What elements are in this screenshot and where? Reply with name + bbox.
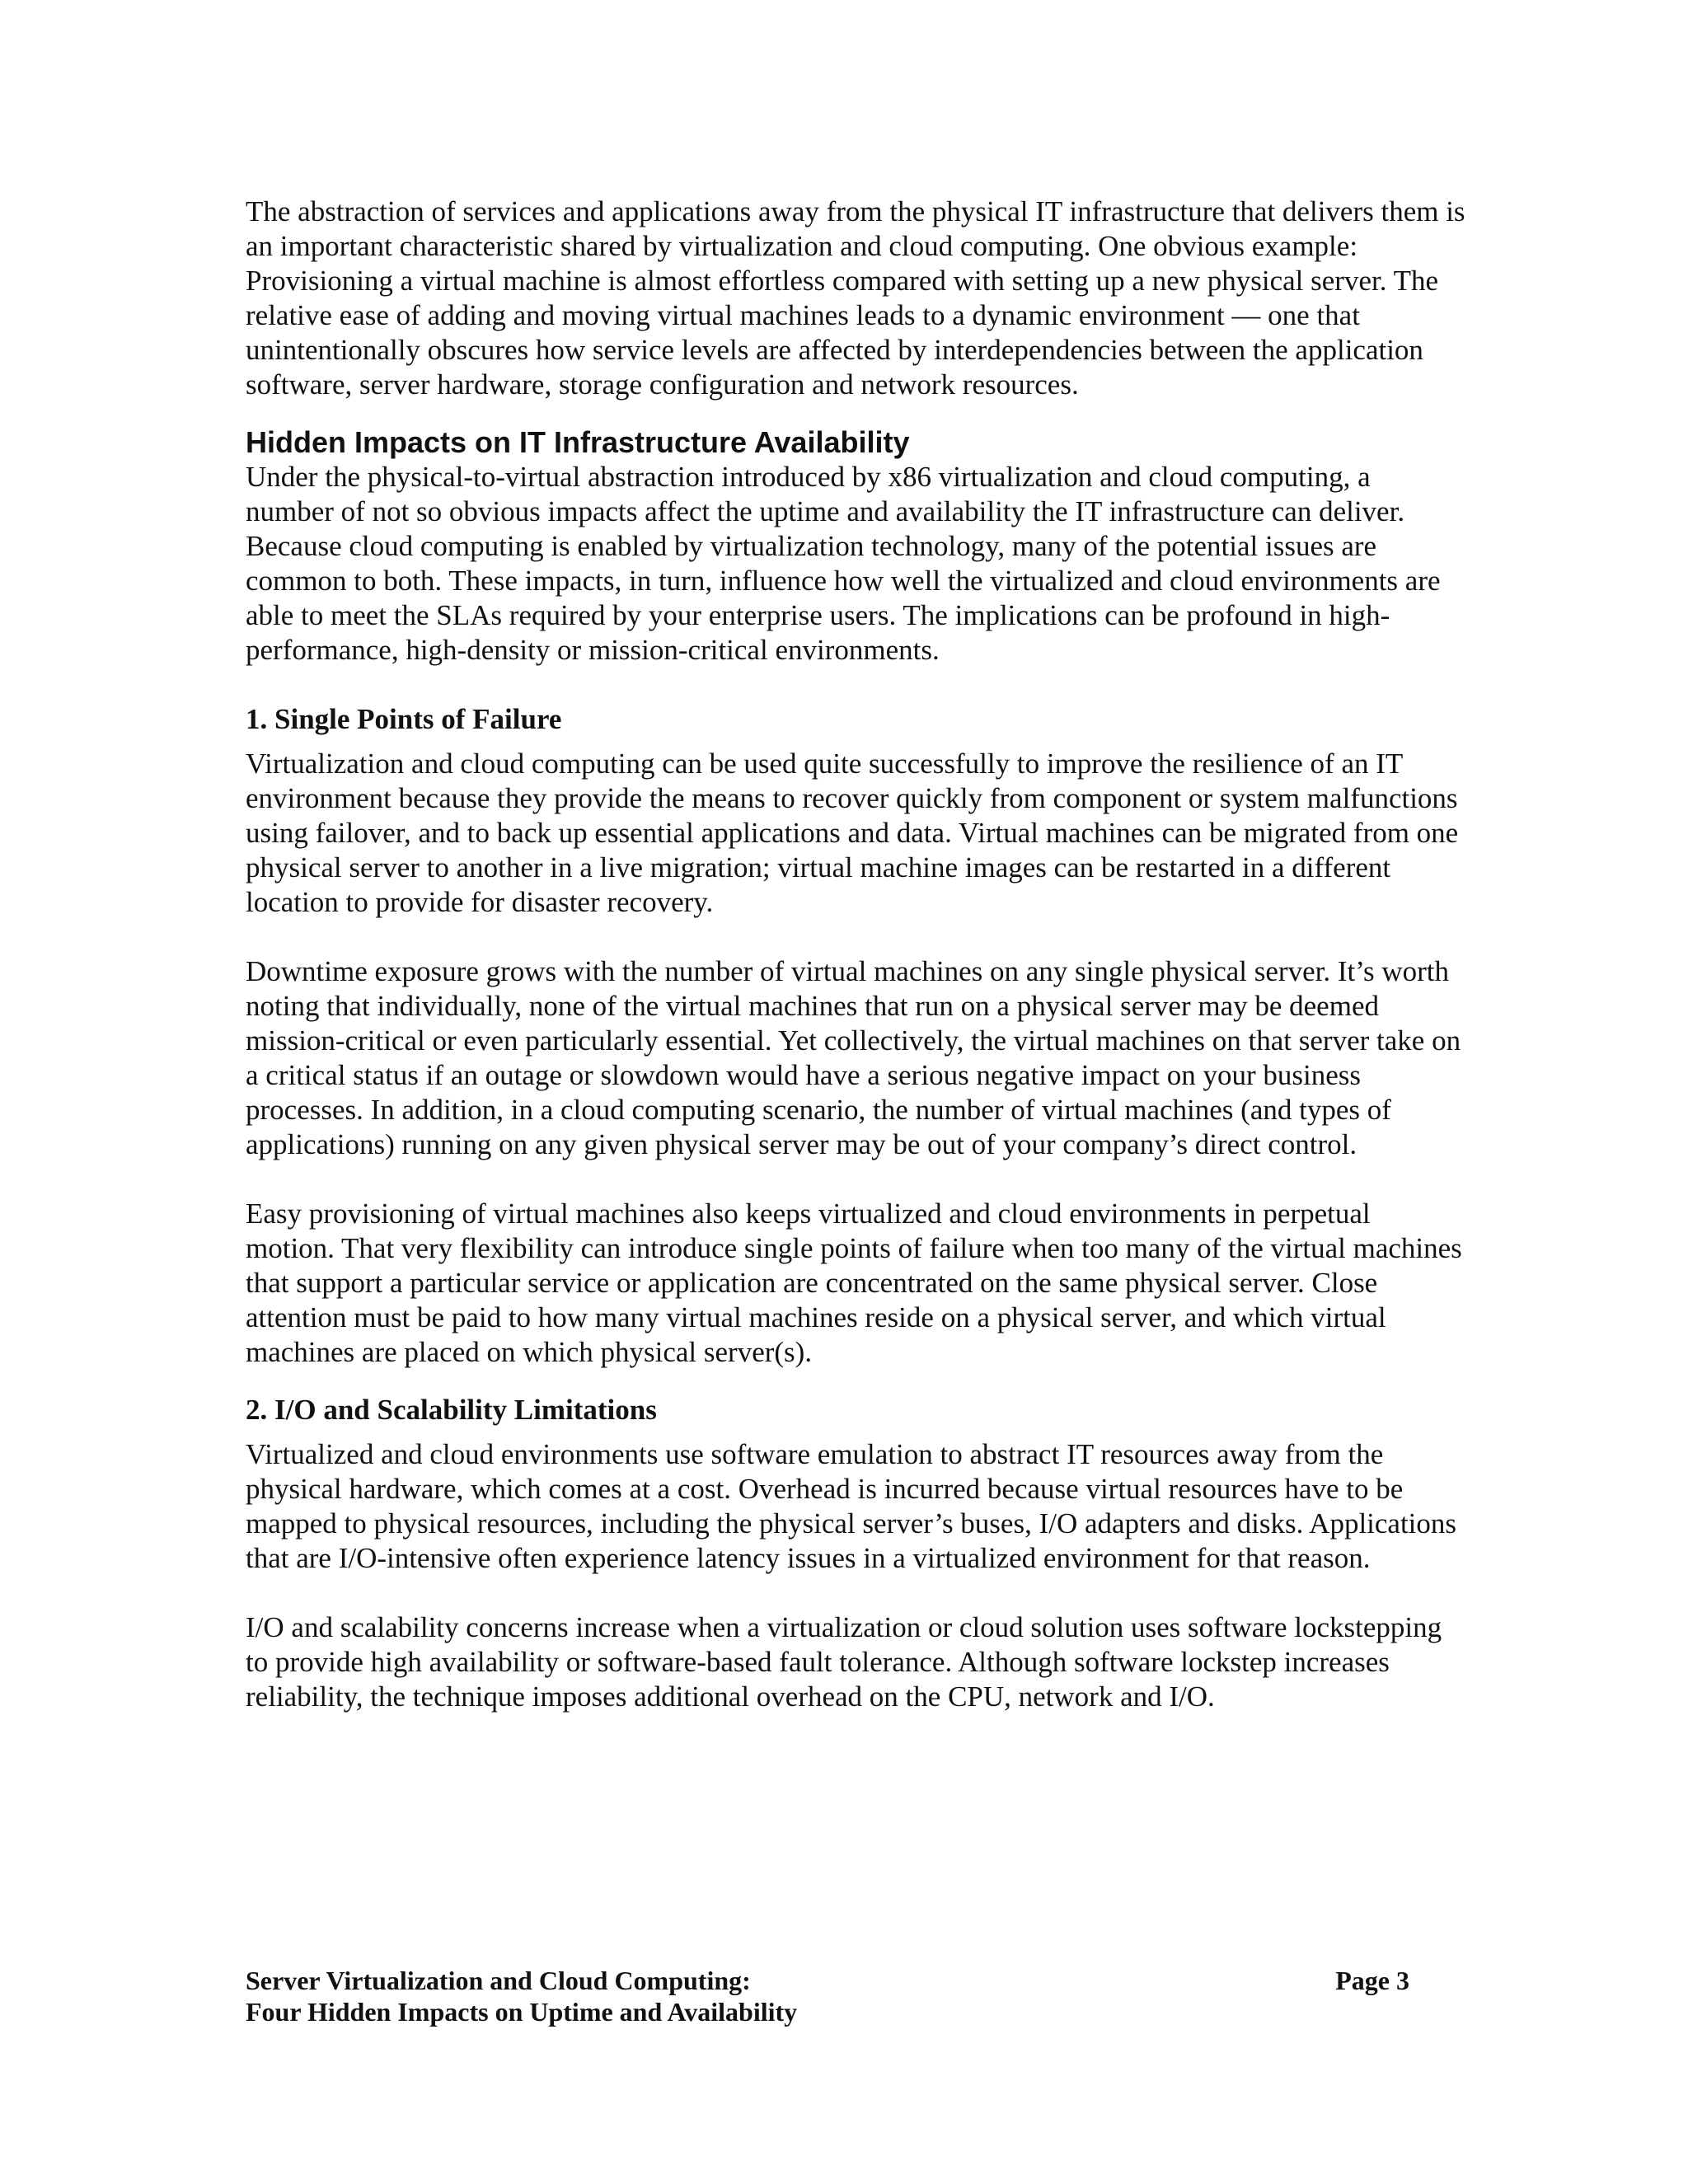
footer-title-line-1: Server Virtualization and Cloud Computing: [246, 1966, 751, 1995]
io-scalability-paragraph-1: Virtualized and cloud environments use software emulation to abstract IT resources away from the physical hardware, which comes at a cost. Overhead is incurred because virtual resources have to be mapped to physical resources, including the physical server’s buses, I/O adapters and disks. Applications that are I/O-intensive often experience latency issues in a virtualized environment for that reason. [246, 1438, 1457, 1574]
section-heading-hidden-impacts: Hidden Impacts on IT Infrastructure Availability [246, 425, 910, 459]
hidden-impacts-paragraph: Under the physical-to-virtual abstraction introduced by x86 virtualization and cloud computing, a number of not so obvious impacts affect the uptime and availability the IT infrastructure can deliver. Because cloud computing is enabled by virtualization technology, many of the potential issues are common to both. These impacts, in turn, influence how well the virtualized and cloud environments are able to meet the SLAs required by your enterprise users. The implications can be profound in high-performance, high-density or mission-critical environments. [246, 461, 1441, 666]
page-number: Page 3 [1335, 1966, 1409, 1995]
single-points-paragraph-3: Easy provisioning of virtual machines also keeps virtualized and cloud environments in perpetual motion. That very flexibility can introduce single points of failure when too many of the virtual machines that support a particular service or application are concentrated on the same physical server. Close attention must be paid to how many virtual machines reside on a physical server, and which virtual machines are placed on which physical server(s). [246, 1197, 1462, 1368]
io-scalability-paragraph-2: I/O and scalability concerns increase when a virtualization or cloud solution uses software lockstepping to provide high availability or software-based fault tolerance. Although software lockstep increases reliability, the technique imposes additional overhead on the CPU, network and I/O. [246, 1611, 1442, 1713]
page-footer [246, 1965, 1409, 2027]
intro-paragraph: The abstraction of services and applications away from the physical IT infrastructure that delivers them is an important characteristic shared by virtualization and cloud computing. One obvious example: Provisioning a virtual machine is almost effortless compared with setting up a new physical server. The relative ease of adding and moving virtual machines leads to a dynamic environment — one that unintentionally obscures how service levels are affected by interdependencies between the application software, server hardware, storage configuration and network resources. [246, 195, 1465, 401]
footer-title-line-2: Four Hidden Impacts on Uptime and Availability [246, 1997, 798, 2027]
section-heading-io-scalability: 2. I/O and Scalability Limitations [246, 1394, 657, 1426]
document-page [246, 194, 1465, 1714]
single-points-paragraph-1: Virtualization and cloud computing can be used quite successfully to improve the resilience of an IT environment because they provide the means to recover quickly from component or system malfunctions using failover, and to back up essential applications and data. Virtual machines can be migrated from one physical server to another in a live migration; virtual machine images can be restarted in a different location to provide for disaster recovery. [246, 748, 1459, 918]
section-heading-single-points-of-failure: 1. Single Points of Failure [246, 703, 562, 735]
single-points-paragraph-2: Downtime exposure grows with the number of virtual machines on any single physical server. It’s worth noting that individually, none of the virtual machines that run on a physical server may be deemed mission-critical or even particularly essential. Yet collectively, the virtual machines on that server take on a critical status if an outage or slowdown would have a serious negative impact on your business processes. In addition, in a cloud computing scenario, the number of virtual machines (and types of applications) running on any given physical server may be out of your company’s direct control. [246, 955, 1461, 1160]
